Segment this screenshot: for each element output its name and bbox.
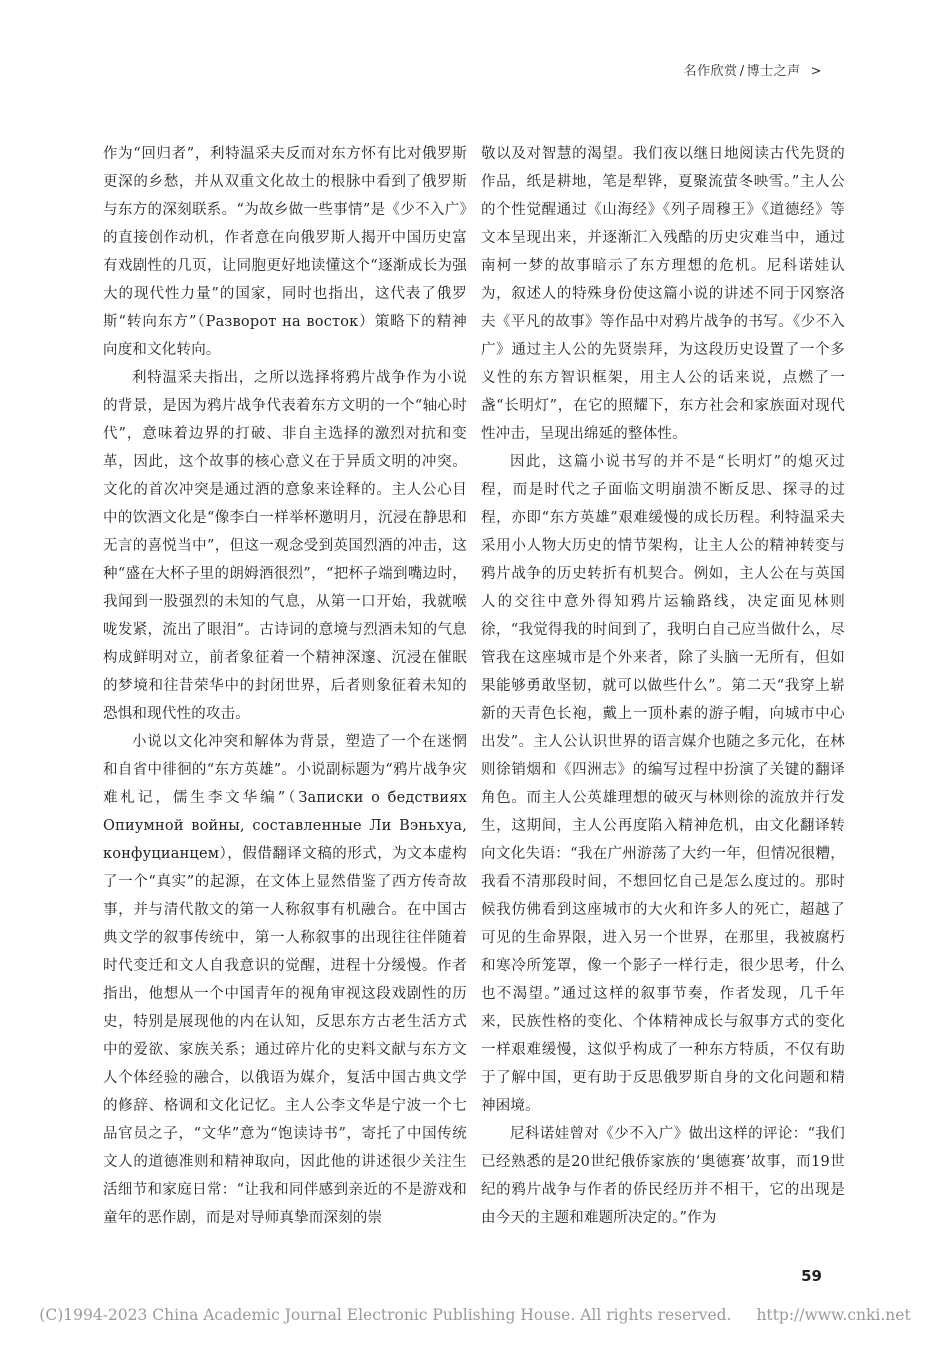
page-number: 59: [801, 1267, 822, 1285]
paragraph: 作为“回归者”，利特温采夫反而对东方怀有比对俄罗斯更深的乡愁，并从双重文化故土的根脉中看到了俄罗斯与东方的深刻联系。“为故乡做一些事情”是《少不入广》的直接创作动机，作者意在向俄罗斯人揭开中国历史富有戏剧性的几页，让同胞更好地读懂这个“逐渐成长为强大的现代性力量”的国家，同时也指出，这代表了俄罗斯“转向东方”（Разворот на восток）策略下的精神向度和文化转向。: [103, 146, 467, 358]
footer: [0, 1306, 950, 1324]
footer-url[interactable]: http://www.cnki.net: [756, 1306, 911, 1324]
copyright-notice: (C)1994-2023 China Academic Journal Electronic Publishing House. All rights reserved.: [39, 1306, 732, 1324]
paragraph: 尼科诺娃曾对《少不入广》做出这样的评论：“我们已经熟悉的是20世纪俄侨家族的‘奥德赛’故事，而19世纪的鸦片战争与作者的侨民经历并不相干，它的出现是由今天的主题和难题所决定的。”作为: [481, 1126, 845, 1226]
header-section: 名作欣赏: [683, 64, 738, 79]
paragraph: 小说以文化冲突和解体为背景，塑造了一个在迷惘和自省中徘徊的“东方英雄”。小说副标题为“鸦片战争灾难札记，儒生李文华编”（Записки о бедствиях Опиумной войны, составленные Ли Вэньхуа, конфуцианцем），假借翻译文稿的形式，为文本虚构了一个“真实”的起源，在文体上显然借鉴了西方传奇故事，并与清代散文的第一人称叙事有机融合。在中国古典文学的叙事传统中，第一人称叙事的出现往往伴随着时代变迁和文人自我意识的觉醒，进程十分缓慢。作者指出，他想从一个中国青年的视角审视这段戏剧性的历史，特别是展现他的内在认知，反思东方古老生活方式中的爱欲、家族关系；通过碎片化的史料文献与东方文人个体经验的融合，以俄语为媒介，复活中国古典文学的修辞、格调和文化记忆。主人公李文华是宁波一个七品官员之子，“文华”意为“饱读诗书”，寄托了中国传统文人的道德准则和精神取向，因此他的讲述很少关注生活细节和家庭日常：“让我和同伴感到亲近的不是游戏和童年的恶作剧，而是对导师真挚而深刻的崇: [103, 734, 467, 1226]
header-separator: /: [739, 64, 745, 79]
right-column: [481, 140, 845, 1232]
header-subsection: 博士之声: [746, 64, 801, 79]
paragraph: 敬以及对智慧的渴望。我们夜以继日地阅读古代先贤的作品，纸是耕地，笔是犁铧，夏聚流萤冬映雪。”主人公的个性觉醒通过《山海经》《列子周穆王》《道德经》等文本呈现出来，并逐渐汇入残酷的历史灾难当中，通过南柯一梦的故事暗示了东方理想的危机。尼科诺娃认为，叙述人的特殊身份使这篇小说的讲述不同于冈察洛夫《平凡的故事》等作品中对鸦片战争的书写。《少不入广》通过主人公的先贤崇拜，为这段历史设置了一个多义性的东方智识框架，用主人公的话来说，点燃了一盏“长明灯”，在它的照耀下，东方社会和家族面对现代性冲击，呈现出绵延的整体性。: [481, 146, 845, 442]
paragraph: 因此，这篇小说书写的并不是“长明灯”的熄灭过程，而是时代之子面临文明崩溃不断反思、探寻的过程，亦即“东方英雄”艰难缓慢的成长历程。利特温采夫采用小人物大历史的情节架构，让主人公的精神转变与鸦片战争的历史转折有机契合。例如，主人公在与英国人的交往中意外得知鸦片运输路线，决定面见林则徐，“我觉得我的时间到了，我明白自己应当做什么，尽管我在这座城市是个外来者，除了头脑一无所有，但如果能够勇敢坚韧，就可以做些什么”。第二天“我穿上崭新的天青色长袍，戴上一顶朴素的游子帽，向城市中心出发”。主人公认识世界的语言媒介也随之多元化，在林则徐销烟和《四洲志》的编写过程中扮演了关键的翻译角色。而主人公英雄理想的破灭与林则徐的流放并行发生，这期间，主人公再度陷入精神危机，由文化翻译转向文化失语：“我在广州游荡了大约一年，但情况很糟，我看不清那段时间，不想回忆自己是怎么度过的。那时候我仿佛看到这座城市的大火和许多人的死亡，超越了可见的生命界限，进入另一个世界，在那里，我被腐朽和寒冷所笼罩，像一个影子一样行走，很少思考，什么也不渴望。”通过这样的叙事节奏，作者发现，几千年来，民族性格的变化、个体精神成长与叙事方式的变化一样艰难缓慢，这似乎构成了一种东方特质，不仅有助于了解中国，更有助于反思俄罗斯自身的文化问题和精神困境。: [481, 454, 845, 1114]
chevron-right-icon: >: [810, 64, 822, 79]
running-header: [684, 60, 822, 79]
left-column: [103, 140, 467, 1232]
paragraph: 利特温采夫指出，之所以选择将鸦片战争作为小说的背景，是因为鸦片战争代表着东方文明的一个“轴心时代”，意味着边界的打破、非自主选择的激烈对抗和变革，因此，这个故事的核心意义在于异质文明的冲突。文化的首次冲突是通过酒的意象来诠释的。主人公心目中的饮酒文化是“像李白一样举杯邀明月，沉浸在静思和无言的喜悦当中”，但这一观念受到英国烈酒的冲击，这种“盛在大杯子里的朗姆酒很烈”，“把杯子端到嘴边时，我闻到一股强烈的未知的气息，从第一口开始，我就喉咙发紧，流出了眼泪”。古诗词的意境与烈酒未知的气息构成鲜明对立，前者象征着一个精神深邃、沉浸在催眠的梦境和往昔荣华中的封闭世界，后者则象征着未知的恐惧和现代性的攻击。: [103, 370, 467, 722]
